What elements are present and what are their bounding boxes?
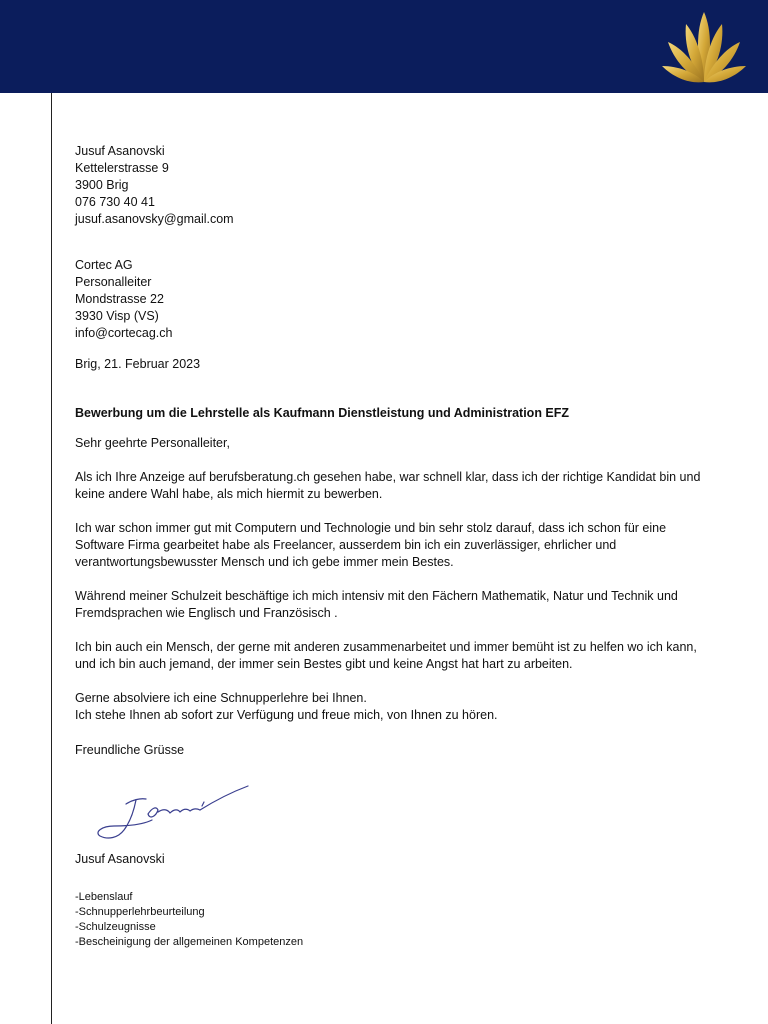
paragraph-line: Fremdsprachen wie Englisch und Französisch . (75, 606, 338, 620)
recipient-email: info@cortecag.ch (75, 326, 173, 340)
attachment-item: -Schulzeugnisse (75, 921, 156, 933)
paragraph-line: Ich bin auch ein Mensch, der gerne mit anderen zusammenarbeitet und immer bemüht ist zu helfen wo ich kann, (75, 640, 697, 654)
paragraph-5 (75, 690, 725, 724)
paragraph-line: Ich war schon immer gut mit Computern und Technologie und bin sehr stolz darauf, dass ich schon für eine (75, 521, 667, 535)
paragraph-3 (75, 588, 725, 622)
sender-phone: 076 730 40 41 (75, 195, 155, 209)
letter-date: Brig, 21. Februar 2023 (75, 357, 201, 371)
paragraph-line: verantwortungsbewusster Mensch und ich gebe immer mein Bestes. (75, 555, 454, 569)
closing-phrase: Freundliche Grüsse (75, 743, 185, 757)
paragraph-line: keine andere Wahl habe, als mich hiermit zu bewerben. (75, 487, 383, 501)
recipient-address (75, 257, 172, 342)
signer-name: Jusuf Asanovski (75, 852, 165, 866)
recipient-street: Mondstrasse 22 (75, 292, 164, 306)
attachments-list (75, 890, 303, 950)
paragraph-line: Gerne absolviere ich eine Schnupperlehre bei Ihnen. (75, 691, 367, 705)
paragraph-line: und ich bin auch jemand, der immer sein Bestes gibt und keine Angst hat hart zu arbeiten. (75, 657, 573, 671)
sender-city: 3900 Brig (75, 178, 129, 192)
handwritten-signature (90, 780, 250, 844)
gold-lotus-icon (660, 8, 748, 88)
sender-address (75, 143, 234, 228)
paragraph-4 (75, 639, 725, 673)
recipient-company: Cortec AG (75, 258, 133, 272)
paragraph-line: Als ich Ihre Anzeige auf berufsberatung.ch gesehen habe, war schnell klar, dass ich der richtige Kandidat bin und (75, 470, 701, 484)
sender-street: Kettelerstrasse 9 (75, 161, 169, 175)
sender-name: Jusuf Asanovski (75, 144, 165, 158)
paragraph-line: Software Firma gearbeitet habe als Freelancer, ausserdem bin ich ein zuverlässiger, ehrlicher und (75, 538, 617, 552)
attachment-item: -Lebenslauf (75, 891, 133, 903)
paragraph-line: Ich stehe Ihnen ab sofort zur Verfügung und freue mich, von Ihnen zu hören. (75, 708, 498, 722)
attachment-item: -Bescheinigung der allgemeinen Kompetenzen (75, 936, 304, 948)
paragraph-line: Während meiner Schulzeit beschäftige ich mich intensiv mit den Fächern Mathematik, Natur und Technik und (75, 589, 678, 603)
salutation: Sehr geehrte Personalleiter, (75, 436, 230, 450)
header-band (0, 0, 768, 93)
attachment-item: -Schnupperlehrbeurteilung (75, 906, 205, 918)
letter-subject: Bewerbung um die Lehrstelle als Kaufmann Dienstleistung und Administration EFZ (75, 406, 570, 420)
recipient-attention: Personalleiter (75, 275, 152, 289)
recipient-city: 3930 Visp (VS) (75, 309, 159, 323)
margin-rule (51, 93, 52, 1024)
paragraph-2 (75, 520, 725, 571)
sender-email: jusuf.asanovsky@gmail.com (75, 212, 234, 226)
paragraph-1 (75, 469, 725, 503)
